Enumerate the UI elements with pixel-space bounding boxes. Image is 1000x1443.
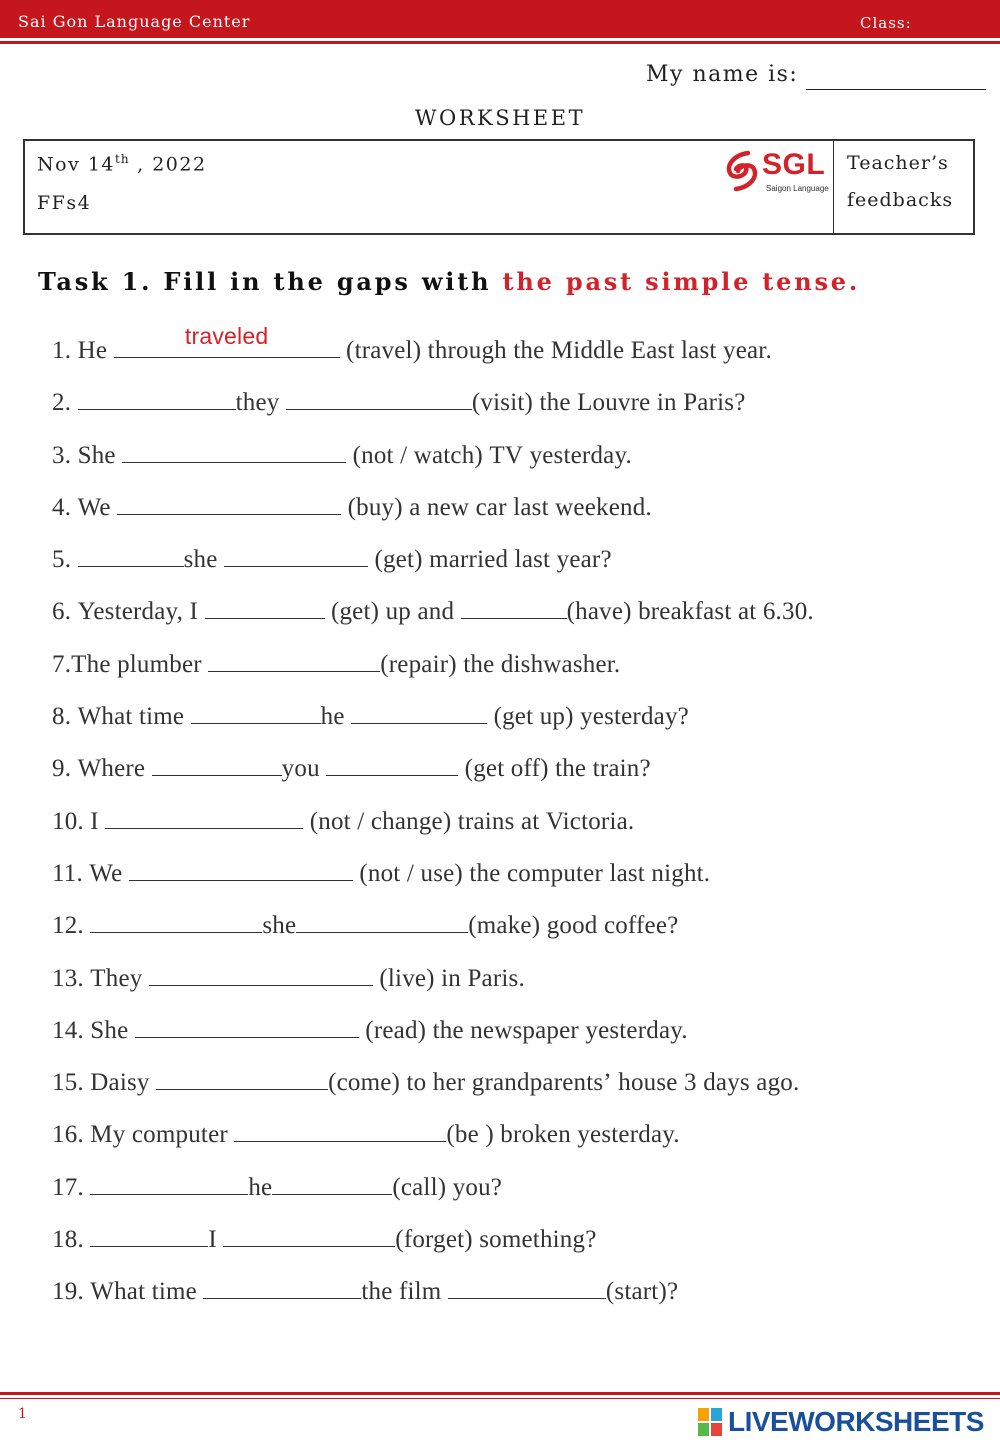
question-text: (start)?	[605, 1278, 679, 1306]
feedback-label-2: feedbacks	[847, 189, 954, 211]
school-name: Sai Gon Language Center	[18, 12, 251, 31]
answer-blank[interactable]	[296, 908, 468, 933]
answer-blank[interactable]	[326, 751, 458, 776]
question-text: 6. Yesterday, I	[52, 598, 205, 626]
question-text: (get) married last year?	[368, 546, 612, 574]
question-text: (get) up and	[324, 598, 461, 626]
answer-blank[interactable]	[78, 542, 184, 567]
question-text: 13. They	[52, 964, 149, 992]
page-number: 1	[18, 1406, 27, 1422]
answer-blank[interactable]	[223, 1222, 395, 1247]
task-instruction: Task 1. Fill in the gaps with	[38, 267, 503, 296]
question-text: (live) in Paris.	[372, 964, 525, 992]
header-bar	[0, 0, 1000, 38]
liveworksheets-logo	[698, 1405, 994, 1439]
question-text: 11. We	[52, 859, 129, 887]
liveworksheets-icon	[698, 1408, 724, 1438]
question-item	[52, 1012, 982, 1064]
question-text: 2.	[52, 389, 78, 417]
question-text: 12.	[52, 912, 91, 940]
page-title: WORKSHEET	[414, 106, 586, 130]
answer-blank[interactable]	[208, 647, 380, 672]
question-text: you	[281, 755, 327, 783]
question-text: they	[235, 389, 286, 417]
question-text: she	[183, 546, 224, 574]
sgl-logo	[722, 145, 832, 197]
question-text: (read) the newspaper yesterday.	[358, 1016, 688, 1044]
question-item	[52, 489, 982, 541]
info-box	[23, 139, 975, 235]
answer-blank[interactable]	[286, 385, 472, 410]
name-label: My name is:	[646, 62, 799, 87]
filled-answer: traveled	[184, 323, 269, 349]
answer-blank[interactable]	[152, 751, 282, 776]
question-text: 16. My computer	[52, 1121, 235, 1149]
answer-blank[interactable]	[234, 1117, 446, 1142]
question-item	[52, 960, 982, 1012]
answer-blank[interactable]	[461, 594, 567, 619]
question-item	[52, 1064, 982, 1116]
swirl-icon	[722, 149, 762, 193]
question-item	[52, 855, 982, 907]
question-text: 17.	[52, 1173, 91, 1201]
question-text: (be ) broken yesterday.	[446, 1121, 680, 1149]
answer-blank[interactable]	[122, 438, 346, 463]
question-text: 19. What time	[52, 1278, 204, 1306]
logo-subtitle: Saigon Language	[766, 184, 829, 193]
question-text: (visit) the Louvre in Paris?	[471, 389, 746, 417]
footer-divider-thin	[0, 1398, 1000, 1399]
question-item	[52, 384, 982, 436]
question-item	[52, 907, 982, 959]
question-item	[52, 1221, 982, 1273]
answer-blank[interactable]	[90, 908, 262, 933]
answer-blank[interactable]	[78, 385, 236, 410]
class-label: Class:	[860, 14, 912, 32]
question-text: (call) you?	[392, 1173, 503, 1201]
question-item	[52, 1273, 982, 1325]
question-text: (have) breakfast at 6.30.	[566, 598, 814, 626]
answer-blank[interactable]	[156, 1065, 328, 1090]
answer-blank[interactable]	[191, 699, 321, 724]
answer-blank[interactable]	[149, 961, 373, 986]
answer-blank[interactable]	[224, 542, 368, 567]
question-text: 15. Daisy	[52, 1069, 157, 1097]
answer-blank[interactable]	[351, 699, 487, 724]
question-text: 1. He	[52, 337, 114, 364]
answer-blank[interactable]	[114, 323, 340, 358]
question-text: (forget) something?	[395, 1226, 597, 1254]
info-divider	[833, 141, 834, 233]
question-text: 8. What time	[52, 703, 191, 731]
answer-blank[interactable]	[105, 804, 303, 829]
question-text: (not / use) the computer last night.	[352, 859, 711, 887]
question-text: (not / change) trains at Victoria.	[303, 807, 635, 835]
footer-divider	[0, 1392, 1000, 1395]
question-text: (travel) through the Middle East last year.	[339, 337, 772, 364]
answer-blank[interactable]	[135, 1013, 359, 1038]
question-text: 10. I	[52, 807, 106, 835]
question-item	[52, 593, 982, 645]
question-text: (come) to her grandparents’ house 3 days ago.	[328, 1069, 800, 1097]
name-input-line[interactable]	[806, 89, 986, 90]
question-item	[52, 1116, 982, 1168]
question-text: 5.	[52, 546, 78, 574]
question-text: (get off) the train?	[458, 755, 651, 783]
question-text: 4. We	[52, 493, 118, 521]
question-text: 18.	[52, 1226, 91, 1254]
answer-blank[interactable]	[90, 1170, 248, 1195]
question-text: 9. Where	[52, 755, 152, 783]
question-item	[52, 646, 982, 698]
header-divider	[0, 41, 1000, 44]
question-text: 3. She	[52, 441, 123, 469]
worksheet-date: Nov 14th , 2022	[37, 152, 207, 176]
feedback-label-1: Teacher’s	[847, 152, 949, 174]
question-text: (get up) yesterday?	[487, 703, 689, 731]
question-text: he	[248, 1173, 273, 1201]
question-text: 14. She	[52, 1016, 135, 1044]
question-item	[52, 1169, 982, 1221]
question-text: 7.The plumber	[52, 650, 209, 678]
question-item	[52, 750, 982, 802]
question-text: she	[262, 912, 297, 940]
task-highlight: the past simple tense.	[502, 267, 861, 296]
class-code: FFs4	[37, 192, 92, 214]
question-text: (buy) a new car last weekend.	[341, 493, 652, 521]
question-text: (repair) the dishwasher.	[380, 650, 621, 678]
answer-blank[interactable]	[272, 1170, 392, 1195]
question-item	[52, 698, 982, 750]
task-title	[38, 267, 860, 296]
question-text: he	[320, 703, 352, 731]
answer-blank[interactable]	[129, 856, 353, 881]
question-text: I	[208, 1226, 224, 1254]
question-text: (make) good coffee?	[468, 912, 679, 940]
answer-blank[interactable]	[448, 1274, 606, 1299]
question-item	[52, 437, 982, 489]
question-list	[52, 323, 982, 1326]
logo-text: SGL	[762, 148, 826, 181]
liveworksheets-brand: LIVEWORKSHEETS	[728, 1406, 984, 1437]
answer-blank[interactable]	[90, 1222, 208, 1247]
question-item	[52, 323, 982, 384]
question-item	[52, 541, 982, 593]
answer-blank[interactable]	[203, 1274, 361, 1299]
question-text: the film	[361, 1278, 448, 1306]
answer-blank[interactable]	[117, 490, 341, 515]
question-item	[52, 803, 982, 855]
question-text: (not / watch) TV yesterday.	[346, 441, 632, 469]
answer-blank[interactable]	[205, 594, 325, 619]
